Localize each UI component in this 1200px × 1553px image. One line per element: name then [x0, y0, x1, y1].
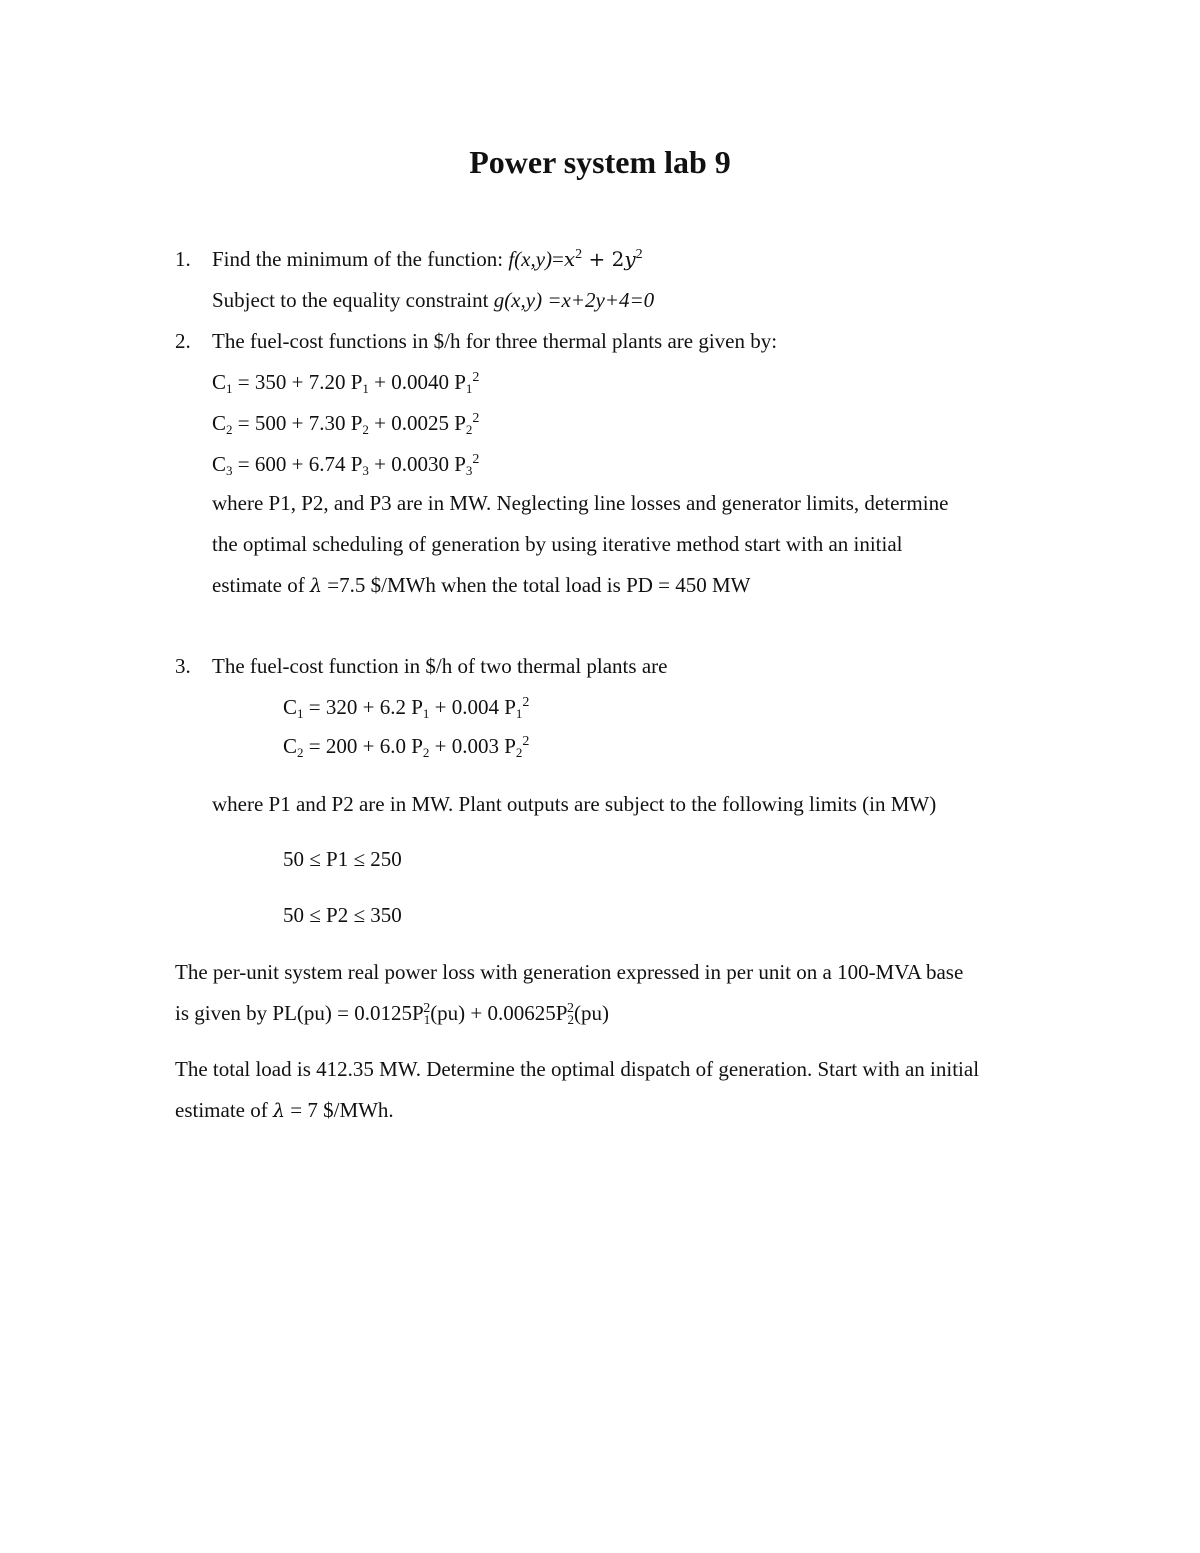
q2-number: 2.	[175, 329, 191, 353]
q3-limit-p2: 50 ≤ P2 ≤ 350	[283, 903, 402, 927]
lambda-symbol: λ	[272, 1100, 286, 1122]
q3-limits-intro: where P1 and P2 are in MW. Plant outputs are subject to the following limits (in MW)	[212, 792, 937, 816]
q3-estimate-line: estimate of λ = 7 $/MWh.	[175, 1098, 394, 1122]
q2-cost-c3: $C_3 = 600 + 6.74$ $P_3 + 0.0030$ $P_3^2$	[212, 452, 480, 478]
q2-text-line2: the optimal scheduling of generation by using iterative method start with an initial	[212, 532, 903, 556]
q1-number: 1.	[175, 247, 191, 271]
q2-cost-c2: $C_2 = 500 + 7.30$ $P_2 + 0.0025$ $P_2^2$	[212, 411, 480, 437]
q1-func-y: y	[624, 247, 636, 271]
q2-cost-c1: $C_1 = 350 + 7.20$ $P_1 + 0.0040$ $P_1^2$	[212, 370, 480, 396]
q3-limit-p1: 50 ≤ P1 ≤ 250	[283, 847, 402, 871]
lambda-symbol: λ	[309, 575, 323, 597]
q3-loss-line1: The per-unit system real power loss with generation expressed in per unit on a 100-MVA base	[175, 960, 964, 984]
q1-constraint	[212, 285, 654, 315]
q3-cost-c1: $C_1 = 320 + 6.2$ $P_1 + 0.004$ $P_1^2$	[283, 695, 530, 721]
q3-intro: The fuel-cost function in $/h of two thermal plants are	[212, 654, 668, 678]
q1-func-x: x	[563, 247, 576, 271]
q3-number: 3.	[175, 654, 191, 678]
q2-text-line1: where P1, P2, and P3 are in MW. Neglecting line losses and generator limits, determine	[212, 491, 949, 515]
q1-func-eq: =	[552, 247, 564, 271]
q2-intro: The fuel-cost functions in $/h for three thermal plants are given by:	[212, 329, 778, 353]
q3-load-line: The total load is 412.35 MW. Determine the optimal dispatch of generation. Start with an initial	[175, 1057, 980, 1081]
q1-constraint-eq: g(x,y) =x+2y+4=0	[493, 288, 655, 312]
q3-loss-line2: is given by $PL(pu) = 0.0125P_1^2(pu) + 0.00625P_2^2(pu)$	[175, 1001, 609, 1027]
q2-text-line3: estimate of λ =7.5 $/MWh when the total load is PD = 450 MW	[212, 573, 751, 597]
q3-cost-c2: $C_2 = 200 + 6.0$ $P_2 + 0.003$ $P_2^2$	[283, 734, 530, 760]
q1-func-exp2: 2	[635, 247, 643, 262]
q1-statement	[212, 244, 643, 274]
q1-func-name: f(x,y)	[508, 247, 553, 271]
q1-constraint-prefix: Subject to the equality constraint	[212, 288, 494, 312]
page-title: Power system lab 9	[469, 144, 731, 180]
q1-prefix: Find the minimum of the function:	[212, 247, 509, 271]
q1-func-exp1: 2	[575, 247, 583, 262]
q1-func-mid: + 2	[582, 247, 625, 271]
